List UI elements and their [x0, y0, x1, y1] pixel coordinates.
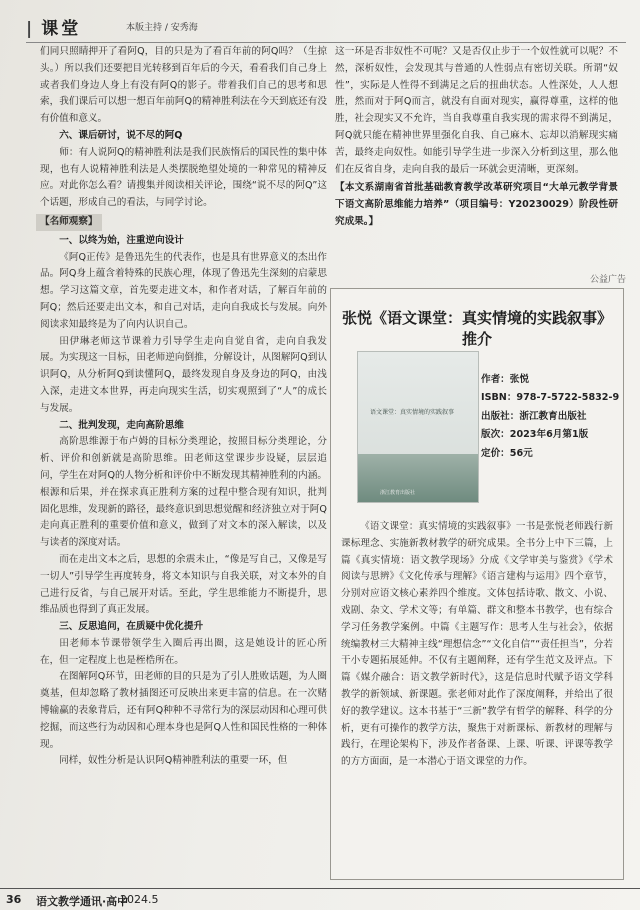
ad-title: 张悦《语文课堂：真实情境的实践叙事》推介 — [341, 309, 612, 348]
book-author: 作者：张悦 — [481, 374, 529, 385]
paragraph: 《阿Q正传》是鲁迅先生的代表作，也是具有世界意义的杰出作品。阿Q身上蕴含着特殊的民族心理，体现了鲁迅先生深刻的启蒙思想。学习这篇文章，首先要走进文本，和作者对话，了解百年前的阿Q；然后还要走出文本，和自己对话，走向自我成长与发展。向外阅读求知最终是为了向内认识自己。 — [40, 251, 327, 330]
paragraph: 同样，奴性分析是认识阿Q精神胜利法的重要一环，但 — [59, 755, 288, 767]
book-ad — [330, 288, 624, 880]
paragraph: 师：有人说阿Q的精神胜利法是我们民族惰后的国民性的集中体现，也有人说精神胜利法是人类摆脱绝望处境的一种常见的精神反应。对此你怎么看？请搜集并阅读相关评论，围绕“说不尽的阿Q”这个话题，形成自己的看法，与同学讨论。 — [40, 146, 327, 209]
cover-publisher: 浙江教育出版社 — [380, 490, 416, 496]
subsection-heading: 一、以终为始，注重逆向设计 — [59, 234, 184, 246]
cover-title: 语文课堂：真实情境的实践叙事 — [370, 409, 455, 416]
page-header — [26, 6, 626, 46]
book-edition: 版次：2023年6月第1版 — [481, 429, 589, 441]
paragraph: 这一环是否非奴性不可呢？又是否仅止步于一个奴性就可以呢？不然，深析奴性，会发现其与普通的人性弱点有密切关联。所谓“奴性”，实际是人性得不到满足之后的扭曲状态。人性深处，人人想胜，然而对于阿Q而言，就没有自面对现实，赢得尊重，这样的他胜，社会现实又不允许，当自我尊重自我实现的需求得不到满足，阿Q就只能在精神世界里强化自我、自己麻木、忘却以消解现实痛苦，最终走向奴性。如能引导学生进一步深入分析到这里，那么他们在反省自身，走向自我的最后一环就会更清晰，更深刻。 — [335, 46, 618, 175]
book-isbn: ISBN：978-7-5722-5832-9 — [481, 392, 620, 404]
cover-band — [358, 454, 478, 502]
page-number: 36 — [6, 893, 22, 906]
paragraph: 在图解阿Q环节，田老师的目的只是为了引人胜败话题，为人圈奠基，但却忽略了教材插图还可反映出来更丰富的信息。在一次赌博输赢的表象背后，还有阿Q种种不寻常行为的深层动因和心理可供挖掘，而这些行为动因和心理本身也是阿Q人性和国民性格的一种体现。 — [40, 671, 327, 750]
subsection-heading: 三、反思追问，在质疑中优化提升 — [59, 621, 204, 633]
ad-body — [341, 519, 613, 771]
editor-credit: 本版主持 / 安秀海 — [126, 23, 198, 33]
issue-number: 2024.5 — [120, 893, 159, 906]
section-heading: 六、课后研讨，说不尽的阿Q — [59, 129, 183, 141]
journal-name: 语文教学通讯·高中 — [36, 895, 129, 908]
ad-label: 公益广告 — [590, 275, 627, 285]
paragraph: 田老师本节课带领学生入圈后再出圈，这是她设计的匠心所在，但一定程度上也是桎梏所在。 — [40, 637, 327, 666]
paragraph: 们同只照睛押开了看阿Q，目的只是为了看百年前的阿Q吗？（生掠头。）所以我们还要把目光转移到百年后的今天，看看我们自己身上或者我们身边人身上有没有阿Q的影子。带着我们自己的思考和思索，我们课后可以想一想百年前阿Q的精神胜利法在今天到底还有没有价值和意义。 — [40, 46, 327, 125]
paragraph: 田伊琳老师这节课着力引导学生走向自觉自省，走向自我发展。为实现这一目标，田老师逆向倒推，分解设计，从图解阿Q到认识阿Q，从分析阿Q到读懂阿Q，最终发现自身及身边的阿Q，由浅入深，走进文本世界，再走向现实生活，切实观照到了“人”的成长与发展。 — [40, 335, 327, 414]
paragraph: 而在走出文本之后，思想的余震未止，“像是写自己，又像是写一切人”引导学生再度转身，将文本知识与自我关联，对文本外的自己进行反省，与自己展开对话。至此，学生思维能力不断提升，思维品质也得到了真正发展。 — [40, 553, 327, 616]
right-column — [335, 44, 618, 231]
page-footer — [0, 888, 640, 910]
book-publisher: 出版社：浙江教育出版社 — [481, 410, 587, 422]
book-specs — [481, 371, 621, 463]
footer-rule — [0, 888, 640, 889]
book-cover-image — [357, 351, 479, 503]
paragraph: 《语文课堂：真实情境的实践叙事》一书是张悦老师践行新课标理念、实施新教材教学的研究成果。全书分上中下三篇，上篇《真实情境：语文教学现场》分成《文学审美与鉴赏》《学术阅读与思辨》《文化传承与理解》《语言建构与运用》四个章节，分别对应语文核心素养四个维度。文体包括诗歌、散文、小说、戏剧、杂文、学术文等；有单篇、群文和整本书教学，也有综合学习任务教学案例。中篇《主题写作：思考人生与社会》，依据统编教材三大精神主线“理想信念”“文化自信”“责任担当”，分若干小专题拓展延伸。不仅有主题阐释，还有学生范文及评点。下篇《媒介融合：语文教学新时代》，这是信息时代赋予语文学科教学的新领域、新课题。张老师对此作了深度阐释，并给出了很好的教学建议。这本书基于“三新”教学有哲学的解释、科学的分析，更有可操作的教学方法，聚焦于对新课标、新教材的理解与践行，在理论架构下，涉及作者备课、上课、听课、评课等教学的方方面面，是一本潜心于语文课堂的力作。 — [341, 521, 613, 768]
header-rule — [26, 42, 626, 43]
subsection-heading: 二、批判发现，走向高阶思维 — [59, 419, 184, 431]
project-note: 【本文系湖南省首批基础教育教学改革研究项目“大单元教学背景下语文高阶思维能力培养”（项目编号：Y20230029）阶段性研究成果。】 — [335, 182, 618, 227]
left-column — [40, 44, 327, 770]
column-title: | 课堂 — [26, 14, 81, 39]
paragraph: 高阶思维源于布卢姆的目标分类理论，按照目标分类理论，分析、评价和创新就是高阶思维。田老师这堂课步步设疑，层层追问，学生在对阿Q的人物分析和评价中不断发现其精神胜利的内涵。根源和后果，并在探求真正胜利方案的过程中整合现有知识，批判固化思维，发现新的路径，最终意识到思想觉醒和经济独立对于阿Q走向真正胜利的重要价值和意义，做到了对文本的深入解读，以及与读者的深度对话。 — [40, 436, 327, 549]
observation-heading: 【名师观察】 — [36, 214, 102, 231]
book-price: 定价：56元 — [481, 447, 533, 459]
